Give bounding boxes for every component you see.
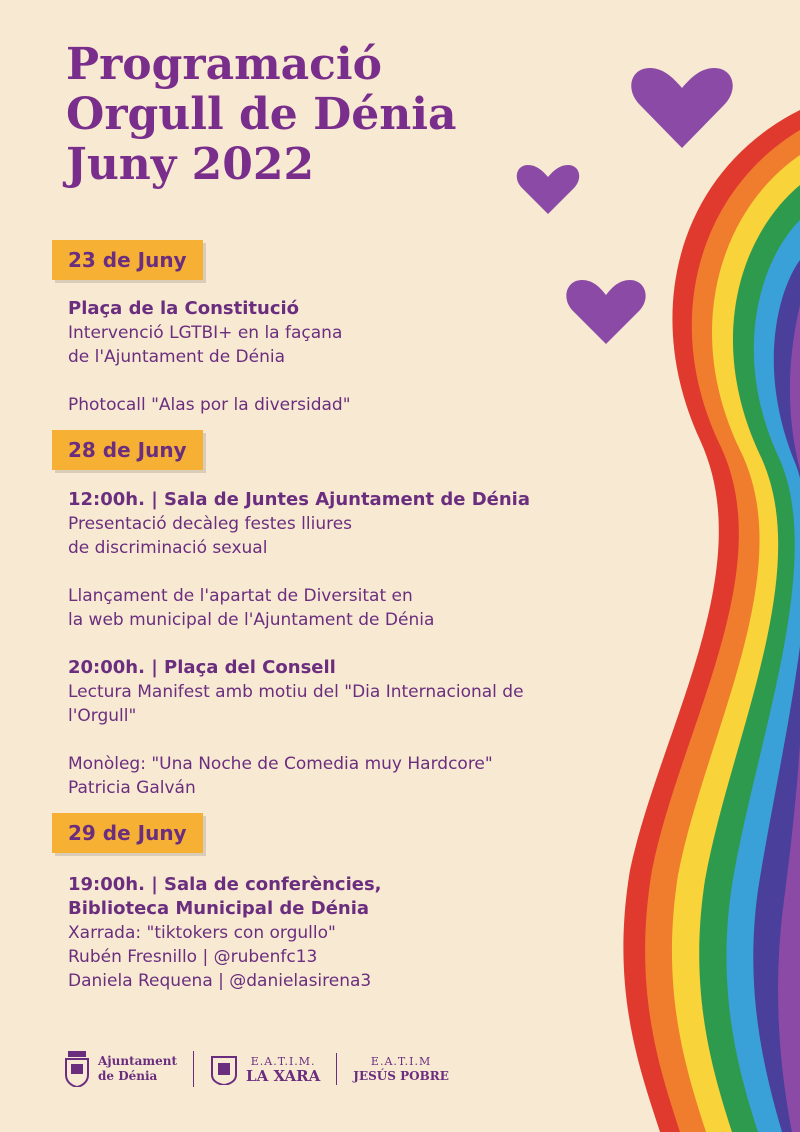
event-description: Monòleg: "Una Noche de Comedia muy Hardcore": [68, 754, 493, 774]
event-description: de discriminació sexual: [68, 538, 268, 558]
date-tag-29-juny: 29 de Juny: [52, 813, 203, 853]
event-description: Llançament de l'apartat de Diversitat en: [68, 586, 413, 606]
event-description: Lectura Manifest amb motiu del "Dia Internacional de: [68, 682, 524, 702]
event-description: l'Orgull": [68, 706, 137, 726]
event-time-venue: 19:00h. | Sala de conferències,: [68, 874, 382, 895]
logo-eatim-jesus-pobre: [353, 1054, 465, 1084]
event-description: la web municipal de l'Ajuntament de Dénia: [68, 610, 435, 630]
event-time-venue: Biblioteca Municipal de Dénia: [68, 898, 370, 919]
logo-eatim-la-xara: [210, 1053, 337, 1085]
coat-of-arms-icon: [64, 1051, 90, 1087]
event-description: Patricia Galván: [68, 778, 196, 798]
event-description: Intervenció LGTBI+ en la façana: [68, 323, 343, 343]
date-tag-28-juny: 28 de Juny: [52, 430, 203, 470]
title-line: Juny 2022: [66, 139, 315, 190]
event-description: de l'Ajuntament de Dénia: [68, 347, 286, 367]
logo-text: E.A.T.I.M: [370, 1055, 432, 1068]
date-tag-23-juny: 23 de Juny: [52, 240, 203, 280]
event-description: Photocall "Alas por la diversidad": [68, 395, 351, 415]
logo-text: JESÚS POBRE: [353, 1069, 449, 1083]
event-venue: Plaça de la Constitució: [68, 298, 300, 319]
logo-ajuntament-denia: [64, 1051, 194, 1087]
event-block-28-juny: [68, 488, 548, 800]
footer-logos: [64, 1042, 481, 1096]
event-block-29-juny: [68, 873, 548, 993]
event-block-23-juny: [68, 297, 548, 417]
logo-text: E.A.T.I.M.: [250, 1055, 316, 1068]
page-title: [66, 40, 456, 190]
rainbow-decoration: [560, 110, 800, 1132]
castle-icon: [210, 1053, 238, 1085]
logo-text: LA XARA: [246, 1067, 321, 1085]
logo-text: de Dénia: [98, 1069, 158, 1083]
event-description: Presentació decàleg festes lliures: [68, 514, 353, 534]
event-time-venue: 12:00h. | Sala de Juntes Ajuntament de Dénia: [68, 489, 530, 510]
logo-text: Ajuntament: [98, 1054, 178, 1068]
event-time-venue: 20:00h. | Plaça del Consell: [68, 657, 336, 678]
title-line: Orgull de Dénia: [66, 89, 457, 140]
event-description: Rubén Fresnillo | @rubenfc13: [68, 947, 318, 967]
event-description: Daniela Requena | @danielasirena3: [68, 971, 372, 991]
event-description: Xarrada: "tiktokers con orgullo": [68, 923, 336, 943]
title-line: Programació: [66, 39, 382, 90]
